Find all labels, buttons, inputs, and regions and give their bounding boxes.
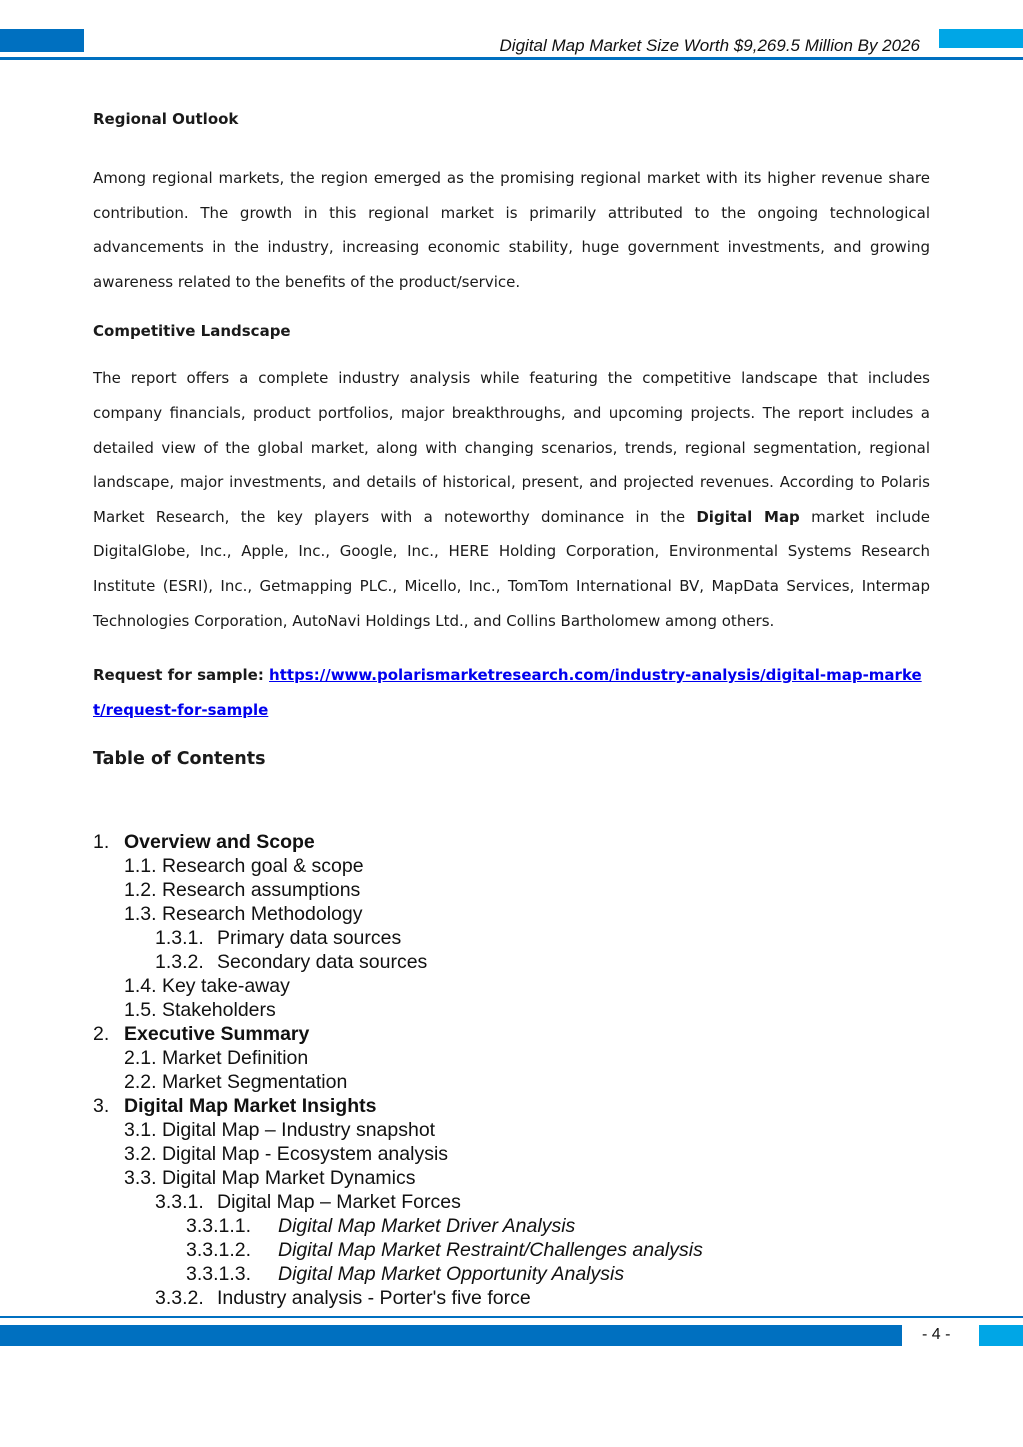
footer-accent-bar bbox=[0, 1325, 902, 1346]
header-accent-right bbox=[939, 29, 1023, 48]
toc-item-text: Digital Map Market Restraint/Challenges analysis bbox=[278, 1239, 703, 1261]
toc-item-text: Digital Map Market Insights bbox=[124, 1095, 377, 1117]
competitive-text-before: The report offers a complete industry analysis while featuring the competitive landscape that includes company financials, product portfolios, major breakthroughs, and upcoming projects. The report includes a detailed view of the global market, along with changing scenarios, trends, regional segmentation, regional landscape, major investments, and details of historical, present, and projected revenues. According to Polaris Market Research, the key players with a noteworthy dominance in the bbox=[93, 369, 930, 526]
toc-item-text: 3.2. Digital Map - Ecosystem analysis bbox=[124, 1143, 449, 1165]
competitive-text-after: market include DigitalGlobe, Inc., Apple, Inc., Google, Inc., HERE Holding Corporation, Environmental Systems Research Institute (ESRI), Inc., Getmapping PLC., Micello, Inc., TomTom International BV, MapData Services, Intermap Technologies Corporation, AutoNavi Holdings Ltd., and Collins Bartholomew among others. bbox=[93, 507, 930, 630]
toc-item-number: 1.3.2. bbox=[155, 951, 204, 973]
toc-item-number: 3. bbox=[93, 1095, 110, 1117]
toc-item-text: 1.3. Research Methodology bbox=[124, 903, 363, 925]
footer-accent-right bbox=[979, 1325, 1023, 1346]
toc-item-text: 1.5. Stakeholders bbox=[124, 999, 276, 1021]
toc-item-text: Digital Map Market Driver Analysis bbox=[278, 1215, 576, 1237]
request-sample-line bbox=[93, 658, 930, 727]
toc-item-number: 3.3.1.2. bbox=[186, 1239, 252, 1261]
regional-outlook-paragraph: Among regional markets, the region emerged as the promising regional market with its higher revenue share contribution. The growth in this regional market is primarily attributed to the ongoing technological advancements in the industry, increasing economic stability, huge government investments, and growing awareness related to the benefits of the product/service. bbox=[93, 169, 930, 291]
footer-rule bbox=[0, 1316, 1023, 1318]
request-sample-label: Request for sample: bbox=[93, 666, 270, 685]
toc-item-text: 3.1. Digital Map – Industry snapshot bbox=[124, 1119, 436, 1141]
toc-item-text: Digital Map Market Opportunity Analysis bbox=[278, 1263, 625, 1285]
document-body bbox=[93, 110, 930, 769]
competitive-landscape-paragraph bbox=[93, 361, 930, 638]
toc-item-text: Industry analysis - Porter's five force bbox=[217, 1287, 531, 1309]
toc-item-text: 1.2. Research assumptions bbox=[124, 879, 361, 901]
toc-item-text: Primary data sources bbox=[217, 927, 402, 949]
toc-item-text: 3.3. Digital Map Market Dynamics bbox=[124, 1167, 416, 1189]
toc-title: Table of Contents bbox=[93, 749, 266, 770]
competitive-landscape-heading: Competitive Landscape bbox=[93, 322, 291, 341]
toc-item-text: Overview and Scope bbox=[124, 831, 315, 853]
header-accent-left bbox=[0, 29, 84, 52]
header-title: Digital Map Market Size Worth $9,269.5 Million By 2026 bbox=[499, 36, 920, 55]
toc-item-number: 3.3.1.3. bbox=[186, 1263, 252, 1285]
toc-item-text: 2.1. Market Definition bbox=[124, 1047, 309, 1069]
toc-item-number: 1. bbox=[93, 831, 110, 853]
toc-item-text: 1.1. Research goal & scope bbox=[124, 855, 364, 877]
toc-item-text: Executive Summary bbox=[124, 1023, 310, 1045]
header-rule bbox=[0, 57, 1023, 60]
request-sample-link[interactable]: https://www.polarismarketresearch.com/industry-analysis/digital-map-market/request-for-sample bbox=[93, 666, 922, 719]
toc-item-text: 2.2. Market Segmentation bbox=[124, 1071, 348, 1093]
toc-item-number: 3.3.1.1. bbox=[186, 1215, 252, 1237]
toc-item-text: 1.4. Key take-away bbox=[124, 975, 290, 997]
toc-item-text: Secondary data sources bbox=[217, 951, 428, 973]
competitive-bold-term: Digital Map bbox=[696, 507, 800, 526]
toc-item-number: 1.3.1. bbox=[155, 927, 204, 949]
toc-item-number: 3.3.2. bbox=[155, 1287, 204, 1309]
regional-outlook-heading: Regional Outlook bbox=[93, 110, 239, 128]
toc-item-number: 2. bbox=[93, 1023, 110, 1045]
toc-item-text: Digital Map – Market Forces bbox=[217, 1191, 461, 1213]
page-number: - 4 - bbox=[922, 1326, 951, 1343]
toc-item-number: 3.3.1. bbox=[155, 1191, 204, 1213]
